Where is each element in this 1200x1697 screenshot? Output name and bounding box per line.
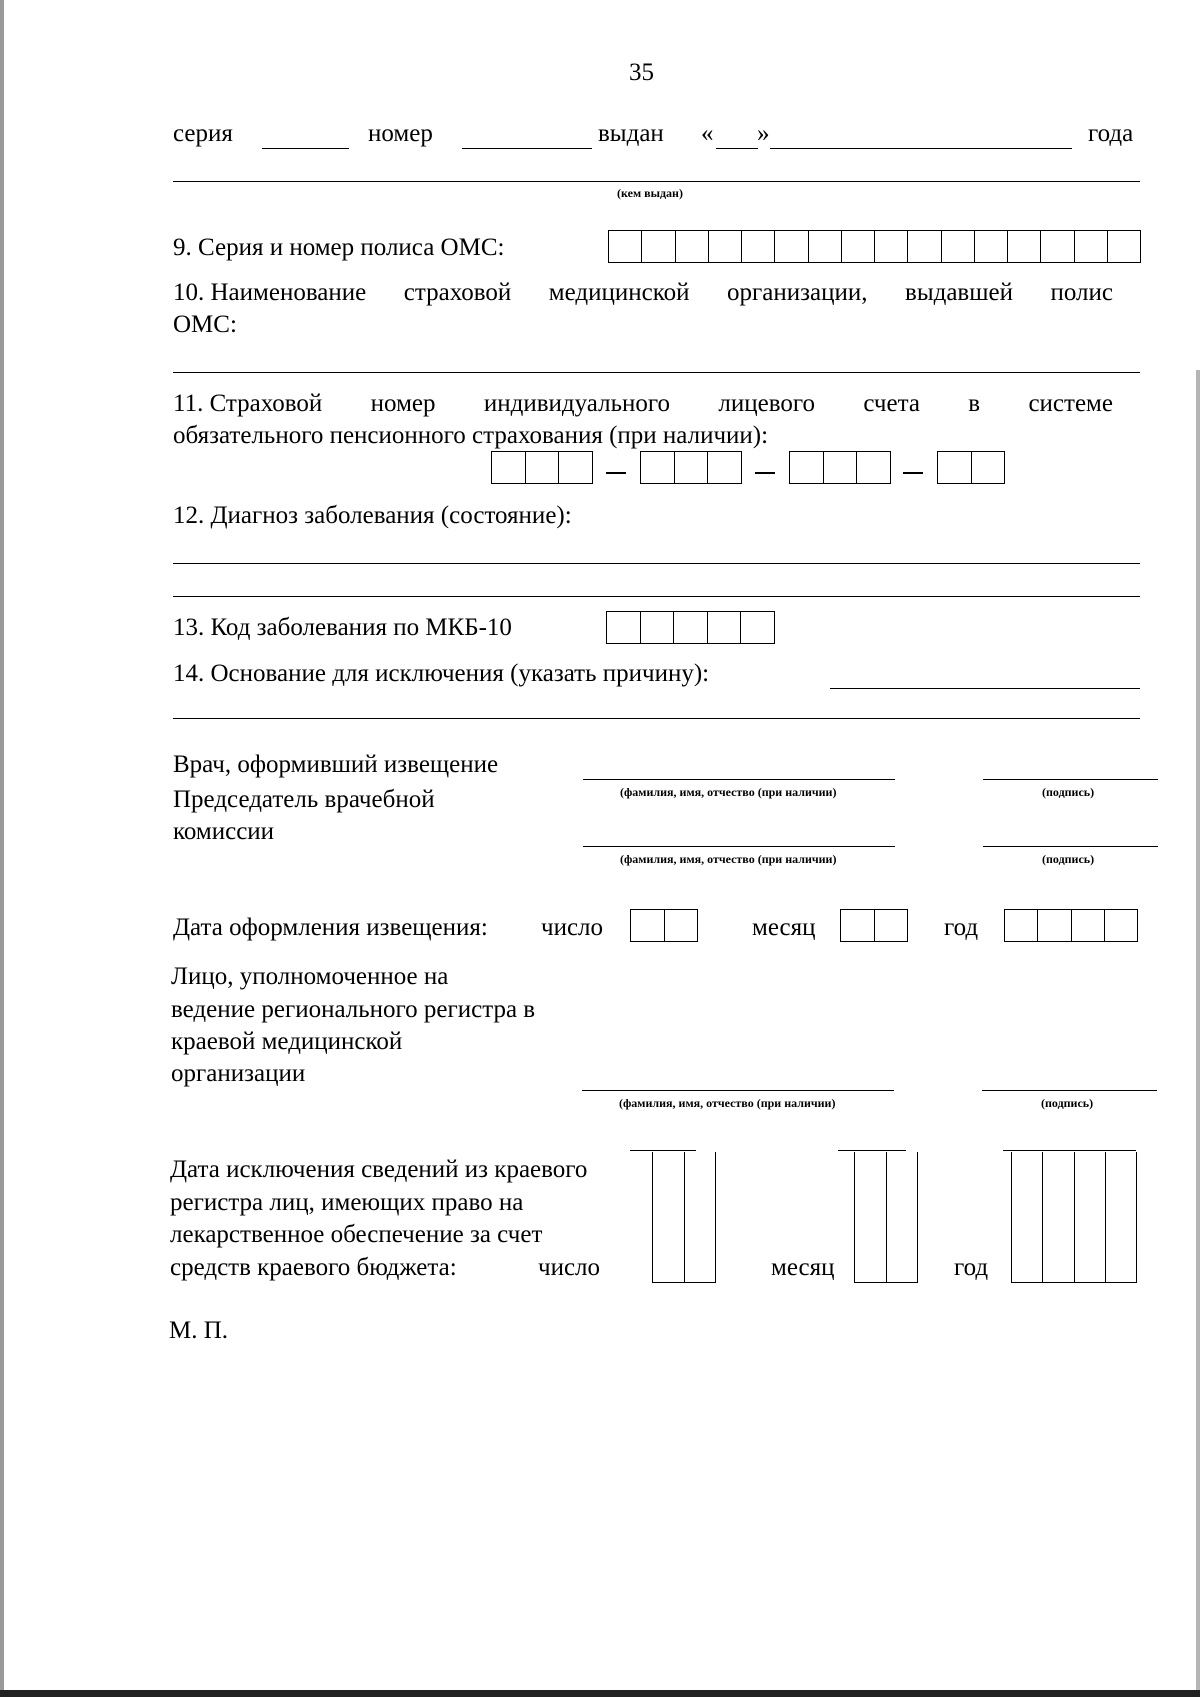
authorized-line-3: краевой медицинской xyxy=(171,1028,403,1055)
authorized-line-2: ведение регионального регистра в xyxy=(171,996,536,1023)
word: счета xyxy=(863,390,920,417)
issued-month-field[interactable] xyxy=(770,148,1072,149)
char-cell[interactable] xyxy=(1012,1152,1043,1282)
notice-year-label: год xyxy=(944,914,979,941)
stamp-label: М. П. xyxy=(169,1317,229,1344)
word: выдавшей xyxy=(905,279,1013,306)
char-cell[interactable] xyxy=(857,452,890,483)
char-cell[interactable] xyxy=(938,452,972,483)
char-cell[interactable] xyxy=(1041,231,1074,262)
char-cell[interactable] xyxy=(842,231,875,262)
word: страховой xyxy=(403,279,512,306)
authorized-line-4: организации xyxy=(171,1060,306,1087)
char-cell[interactable] xyxy=(824,452,858,483)
char-cell[interactable] xyxy=(708,612,742,643)
char-cell[interactable] xyxy=(1072,910,1105,941)
diagnosis-field-2[interactable] xyxy=(173,596,1140,597)
authorized-line-1: Лицо, уполномоченное на xyxy=(171,963,449,990)
char-cell[interactable] xyxy=(641,452,675,483)
char-cell[interactable] xyxy=(875,910,908,941)
number-field[interactable] xyxy=(462,148,592,149)
notice-year-boxes[interactable] xyxy=(1004,909,1138,942)
char-cell[interactable] xyxy=(709,231,742,262)
item9-label: 9. Серия и номер полиса ОМС: xyxy=(173,234,505,261)
doctor-sign-field[interactable] xyxy=(983,779,1158,780)
word: организации, xyxy=(727,279,868,306)
oms-policy-boxes[interactable] xyxy=(608,230,1141,263)
char-cell[interactable] xyxy=(742,231,775,262)
issued-day-field[interactable] xyxy=(716,148,758,149)
char-cell[interactable] xyxy=(1043,1152,1074,1282)
char-cell[interactable] xyxy=(1106,1152,1136,1282)
notice-month-label: месяц xyxy=(752,914,816,941)
snils-group-4[interactable] xyxy=(937,451,1005,484)
word: номер xyxy=(370,390,436,417)
char-cell[interactable] xyxy=(708,452,741,483)
char-cell[interactable] xyxy=(972,452,1005,483)
year-label: года xyxy=(1088,120,1134,147)
char-cell[interactable] xyxy=(685,1152,716,1282)
series-label: серия xyxy=(173,120,233,147)
exclusion-month-boxes[interactable] xyxy=(854,1152,918,1283)
icd10-boxes[interactable] xyxy=(606,611,775,644)
issued-by-field[interactable] xyxy=(173,181,1140,182)
chairman-sign-caption: (подпись) xyxy=(1042,852,1095,866)
word: индивидуального xyxy=(483,390,670,417)
scan-right-edge xyxy=(1196,370,1200,1697)
notice-day-label: число xyxy=(541,914,604,941)
exclusion-year-cap xyxy=(1003,1150,1136,1151)
char-cell[interactable] xyxy=(809,231,842,262)
insurer-name-field[interactable] xyxy=(173,372,1140,373)
item11-line2: обязательного пенсионного страхования (при наличии): xyxy=(173,422,769,449)
item10-line2: ОМС: xyxy=(173,311,237,338)
char-cell[interactable] xyxy=(631,910,665,941)
word: лицевого xyxy=(718,390,815,417)
doctor-name-field[interactable] xyxy=(583,779,895,780)
authorized-sign-caption: (подпись) xyxy=(1041,1096,1094,1110)
scan-left-edge xyxy=(0,0,4,1697)
char-cell[interactable] xyxy=(641,612,675,643)
item13-label: 13. Код заболевания по МКБ-10 xyxy=(173,614,512,641)
diagnosis-field-1[interactable] xyxy=(173,563,1140,564)
char-cell[interactable] xyxy=(609,231,642,262)
char-cell[interactable] xyxy=(975,231,1008,262)
doctor-label: Врач, оформивший извещение xyxy=(173,751,499,778)
number-label: номер xyxy=(368,120,433,147)
notice-date-label: Дата оформления извещения: xyxy=(173,914,488,941)
exclusion-reason-field-1[interactable] xyxy=(830,688,1140,689)
exclusion-year-label: год xyxy=(954,1254,989,1281)
snils-group-2[interactable] xyxy=(640,451,742,484)
chairman-label-2: комиссии xyxy=(173,818,275,845)
char-cell[interactable] xyxy=(1038,910,1071,941)
char-cell[interactable] xyxy=(653,1152,685,1282)
char-cell[interactable] xyxy=(775,231,808,262)
char-cell[interactable] xyxy=(492,452,526,483)
char-cell[interactable] xyxy=(526,452,560,483)
char-cell[interactable] xyxy=(1075,1152,1106,1282)
char-cell[interactable] xyxy=(942,231,975,262)
snils-dash-1 xyxy=(606,472,626,474)
word: 10. Наименование xyxy=(173,279,367,306)
exclusion-line-2: регистра лиц, имеющих право на xyxy=(170,1189,524,1216)
char-cell[interactable] xyxy=(841,910,875,941)
char-cell[interactable] xyxy=(676,231,709,262)
exclusion-reason-field-2[interactable] xyxy=(173,718,1140,719)
word: в xyxy=(968,390,981,417)
item11-line1 xyxy=(173,389,1113,419)
char-cell[interactable] xyxy=(855,1152,887,1282)
item10-line1 xyxy=(173,278,1113,308)
char-cell[interactable] xyxy=(559,452,592,483)
char-cell[interactable] xyxy=(908,231,941,262)
exclusion-line-4: средств краевого бюджета: xyxy=(170,1254,457,1281)
char-cell[interactable] xyxy=(741,612,774,643)
snils-dash-2 xyxy=(755,472,775,474)
chairman-sign-field[interactable] xyxy=(983,846,1158,847)
issued-label: выдан xyxy=(598,120,664,147)
issued-by-caption: (кем выдан) xyxy=(617,186,683,200)
chairman-name-caption: (фамилия, имя, отчество (при наличии) xyxy=(620,852,837,866)
exclusion-line-3: лекарственное обеспечение за счет xyxy=(170,1221,543,1248)
char-cell[interactable] xyxy=(1005,910,1038,941)
quote-close: » xyxy=(757,120,770,147)
char-cell[interactable] xyxy=(607,612,641,643)
authorized-name-field[interactable] xyxy=(582,1090,894,1091)
word: 11. Страховой xyxy=(173,390,323,417)
chairman-name-field[interactable] xyxy=(583,846,895,847)
doctor-sign-caption: (подпись) xyxy=(1042,785,1095,799)
char-cell[interactable] xyxy=(674,612,708,643)
series-field[interactable] xyxy=(262,148,349,149)
char-cell[interactable] xyxy=(1008,231,1041,262)
word: полис xyxy=(1050,279,1113,306)
char-cell[interactable] xyxy=(887,1152,918,1282)
exclusion-day-boxes[interactable] xyxy=(652,1152,716,1283)
word: медицинской xyxy=(548,279,690,306)
quote-open: « xyxy=(701,120,714,147)
char-cell[interactable] xyxy=(1075,231,1108,262)
chairman-label-1: Председатель врачебной xyxy=(173,786,435,813)
authorized-name-caption: (фамилия, имя, отчество (при наличии) xyxy=(619,1096,836,1110)
exclusion-line-1: Дата исключения сведений из краевого xyxy=(170,1156,588,1183)
page-number: 35 xyxy=(629,59,654,86)
word: системе xyxy=(1028,390,1113,417)
scan-bottom-edge xyxy=(0,1690,1200,1697)
char-cell[interactable] xyxy=(1105,910,1137,941)
char-cell[interactable] xyxy=(875,231,908,262)
char-cell[interactable] xyxy=(790,452,824,483)
exclusion-day-label: число xyxy=(538,1254,601,1281)
exclusion-day-cap xyxy=(630,1150,696,1151)
char-cell[interactable] xyxy=(1108,231,1140,262)
doctor-name-caption: (фамилия, имя, отчество (при наличии) xyxy=(620,785,837,799)
exclusion-month-label: месяц xyxy=(771,1254,835,1281)
char-cell[interactable] xyxy=(642,231,675,262)
exclusion-year-boxes[interactable] xyxy=(1011,1152,1137,1283)
notice-month-boxes[interactable] xyxy=(840,909,908,942)
authorized-sign-field[interactable] xyxy=(982,1090,1157,1091)
snils-group-1[interactable] xyxy=(491,451,593,484)
exclusion-month-cap xyxy=(838,1150,906,1151)
item12-label: 12. Диагноз заболевания (состояние): xyxy=(173,502,572,529)
snils-dash-3 xyxy=(903,472,923,474)
notice-day-boxes[interactable] xyxy=(630,909,698,942)
char-cell[interactable] xyxy=(675,452,709,483)
char-cell[interactable] xyxy=(665,910,698,941)
snils-group-3[interactable] xyxy=(789,451,891,484)
item14-label: 14. Основание для исключения (указать причину): xyxy=(173,660,710,687)
